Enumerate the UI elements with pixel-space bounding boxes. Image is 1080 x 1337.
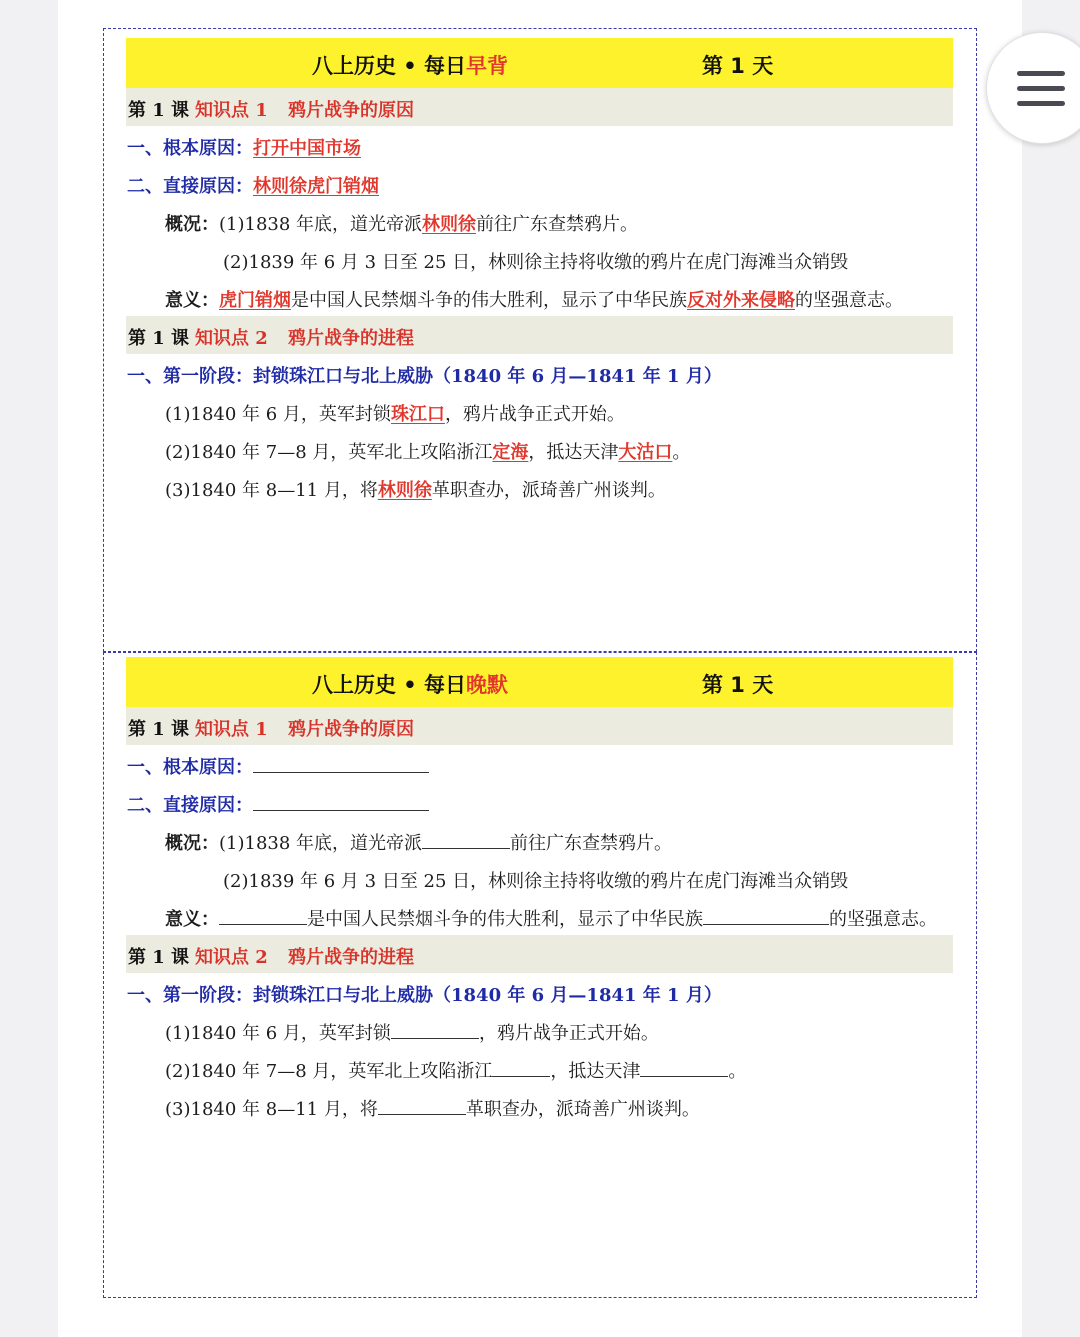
blank-root-cause[interactable]: [253, 756, 429, 773]
morning-progress-2: (2)1840 年 7—8 月，英军北上攻陷浙江定海，抵达天津大沽口。: [165, 442, 691, 463]
blank-direct-cause[interactable]: [253, 794, 429, 811]
evening-stage-1: 一、第一阶段：封锁珠江口与北上威胁（1840 年 6 月—1841 年 1 月）: [127, 985, 722, 1006]
morning-progress-1: (1)1840 年 6 月，英军封锁珠江口，鸦片战争正式开始。: [165, 404, 625, 425]
morning-overview-2: (2)1839 年 6 月 3 日至 25 日，林则徐主持将收缴的鸦片在虎门海滩当众销毁: [223, 252, 849, 273]
morning-kp1-header: 第 1 课 知识点 1 鸦片战争的原因: [126, 88, 953, 126]
morning-day-label: 第 1 天: [702, 54, 774, 78]
evening-progress-1: (1)1840 年 6 月，英军封锁 ，鸦片战争正式开始。: [165, 1023, 659, 1044]
morning-kp2-header: 第 1 课 知识点 2 鸦片战争的进程: [126, 316, 953, 354]
morning-title-bar: [126, 38, 953, 88]
blank-progress-2a[interactable]: [492, 1060, 550, 1077]
evening-progress-3: (3)1840 年 8—11 月，将 革职查办，派琦善广州谈判。: [165, 1099, 700, 1120]
evening-card-border: [103, 652, 977, 1298]
blank-overview-person[interactable]: [422, 832, 510, 849]
blank-meaning-1[interactable]: [219, 908, 307, 925]
evening-overview-1: 概况：(1)1838 年底，道光帝派 前往广东查禁鸦片。: [165, 833, 673, 854]
evening-kp1-header: 第 1 课 知识点 1 鸦片战争的原因: [126, 707, 953, 745]
evening-overview-2: (2)1839 年 6 月 3 日至 25 日，林则徐主持将收缴的鸦片在虎门海滩当众销毁: [223, 871, 849, 892]
evening-meaning: 意义： 是中国人民禁烟斗争的伟大胜利，显示了中华民族 的坚强意志。: [165, 909, 937, 930]
morning-direct-cause: 二、直接原因：林则徐虎门销烟: [127, 176, 379, 197]
blank-progress-1[interactable]: [391, 1022, 479, 1039]
evening-root-cause: 一、根本原因：: [127, 753, 429, 779]
morning-progress-3: (3)1840 年 8—11 月，将林则徐革职查办，派琦善广州谈判。: [165, 480, 666, 501]
morning-overview-1: 概况：(1)1838 年底，道光帝派林则徐前往广东查禁鸦片。: [165, 214, 639, 235]
morning-meaning: 意义：虎门销烟是中国人民禁烟斗争的伟大胜利，显示了中华民族反对外来侵略的坚强意志。: [165, 290, 903, 311]
morning-stage-1: 一、第一阶段：封锁珠江口与北上威胁（1840 年 6 月—1841 年 1 月）: [127, 366, 722, 387]
evening-day-label: 第 1 天: [702, 673, 774, 697]
morning-title: 八上历史 • 每日早背: [312, 54, 509, 78]
blank-progress-2b[interactable]: [640, 1060, 728, 1077]
evening-kp2-header: 第 1 课 知识点 2 鸦片战争的进程: [126, 935, 953, 973]
evening-title-bar: [126, 657, 953, 707]
blank-meaning-2[interactable]: [703, 908, 829, 925]
blank-progress-3[interactable]: [378, 1098, 466, 1115]
evening-progress-2: (2)1840 年 7—8 月，英军北上攻陷浙江 ，抵达天津 。: [165, 1061, 747, 1082]
morning-root-cause: 一、根本原因：打开中国市场: [127, 138, 361, 159]
evening-title: 八上历史 • 每日晚默: [312, 673, 509, 697]
evening-direct-cause: 二、直接原因：: [127, 791, 429, 817]
